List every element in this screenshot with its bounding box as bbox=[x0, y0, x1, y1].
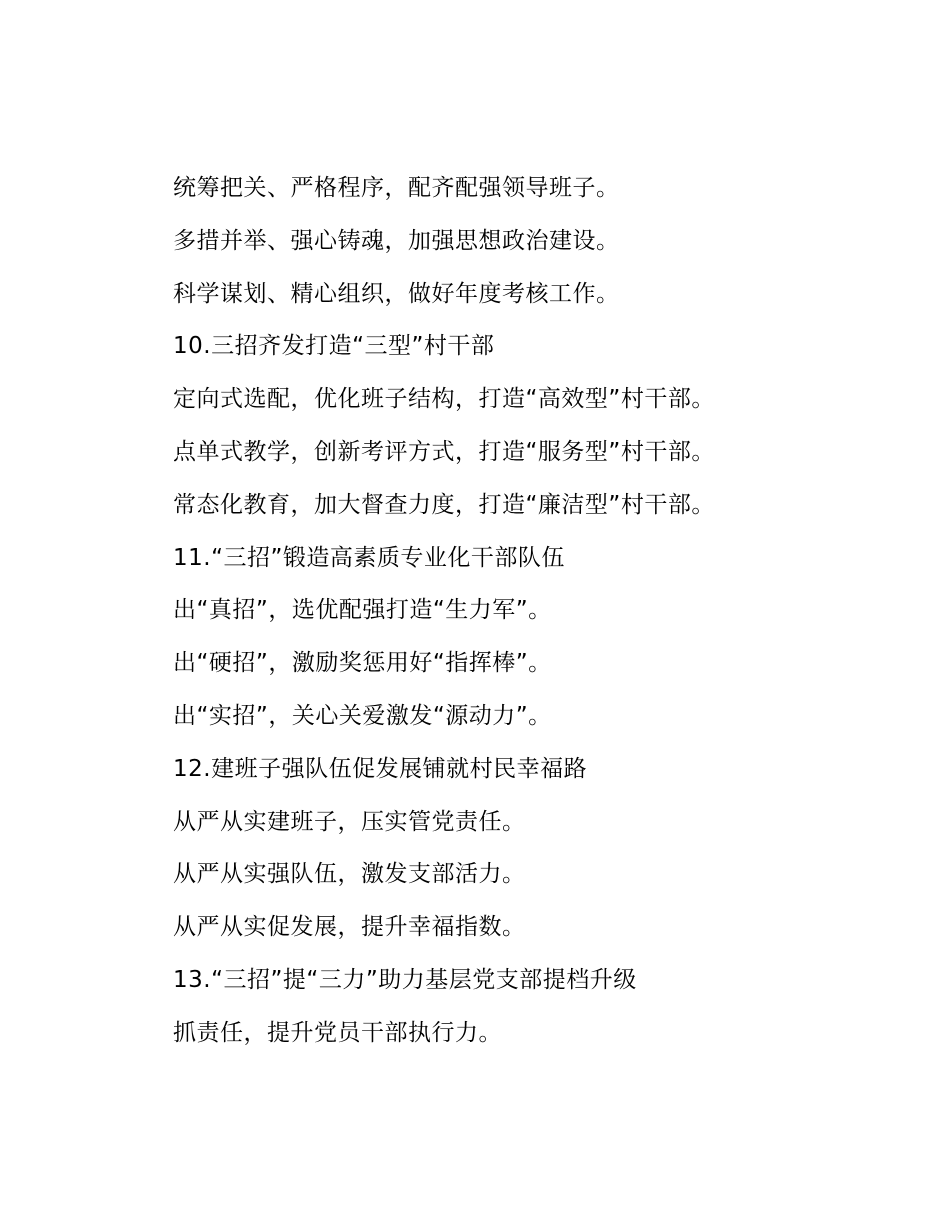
section-heading: 11.“三招”锻造高素质专业化干部队伍 bbox=[173, 544, 565, 571]
text-line: 出“硬招”，激励奖惩用好“指挥棒”。 bbox=[173, 650, 552, 677]
text-line: 出“实招”，关心关爱激发“源动力”。 bbox=[173, 702, 552, 729]
section-heading: 13.“三招”提“三力”助力基层党支部提档升级 bbox=[173, 966, 637, 993]
text-line: 点单式教学，创新考评方式，打造“服务型”村干部。 bbox=[173, 438, 715, 465]
text-line: 常态化教育，加大督查力度，打造“廉洁型”村干部。 bbox=[173, 491, 715, 518]
text-line: 从严从实建班子，压实管党责任。 bbox=[173, 808, 526, 835]
text-line: 多措并举、强心铸魂，加强思想政治建设。 bbox=[173, 227, 620, 254]
text-line: 从严从实促发展，提升幸福指数。 bbox=[173, 914, 526, 941]
text-line: 科学谋划、精心组织，做好年度考核工作。 bbox=[173, 280, 620, 307]
text-line: 从严从实强队伍，激发支部活力。 bbox=[173, 861, 526, 888]
text-line: 统筹把关、严格程序，配齐配强领导班子。 bbox=[173, 175, 620, 201]
text-line: 定向式选配，优化班子结构，打造“高效型”村干部。 bbox=[173, 386, 715, 413]
text-line: 出“真招”，选优配强打造“生力军”。 bbox=[173, 597, 552, 624]
text-line: 抓责任，提升党员干部执行力。 bbox=[173, 1019, 502, 1046]
section-heading: 12.建班子强队伍促发展铺就村民幸福路 bbox=[173, 755, 588, 782]
document-body bbox=[173, 168, 913, 1066]
section-heading: 10.三招齐发打造“三型”村干部 bbox=[173, 333, 495, 360]
